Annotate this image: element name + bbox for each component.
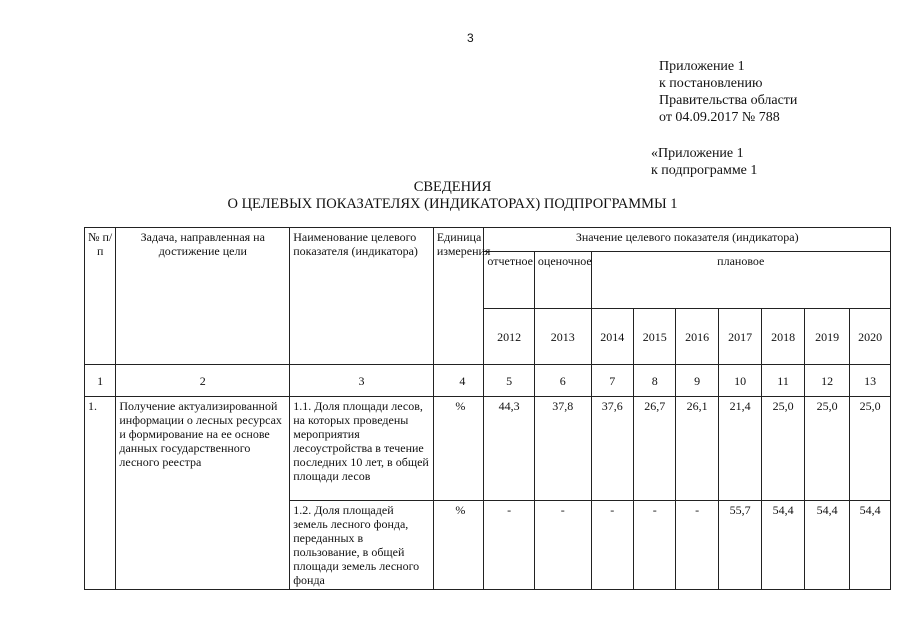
- value-cell: 54,4: [762, 501, 804, 590]
- col-number: 1: [85, 365, 116, 397]
- row-unit: %: [433, 501, 484, 590]
- document-title: [0, 179, 905, 213]
- header-task: Задача, направленная на достижение цели: [116, 228, 290, 365]
- row-unit: %: [433, 397, 484, 501]
- value-cell: 54,4: [850, 501, 891, 590]
- col-number: 3: [290, 365, 434, 397]
- year-cell: 2016: [676, 309, 718, 365]
- table-row-1: [85, 397, 891, 501]
- appendix-line-4: от 04.09.2017 № 788: [659, 110, 780, 125]
- row-indicator: 1.1. Доля площади лесов, на которых проведены мероприятия лесоустройства в течение последних 10 лет, в общей площади лесов: [290, 397, 434, 501]
- year-cell: 2015: [633, 309, 675, 365]
- value-cell: -: [676, 501, 718, 590]
- col-number: 11: [762, 365, 804, 397]
- year-cell: 2014: [591, 309, 633, 365]
- header-indicator: Наименование целевого показателя (индикатора): [290, 228, 434, 365]
- subprogram-appendix-block: [651, 145, 757, 179]
- appendix-block: [659, 58, 797, 126]
- year-cell: 2018: [762, 309, 804, 365]
- year-cell: 2013: [534, 309, 591, 365]
- col-number: 2: [116, 365, 290, 397]
- col-number: 4: [433, 365, 484, 397]
- col-number: 10: [718, 365, 761, 397]
- row-indicator: 1.2. Доля площадей земель лесного фонда, переданных в пользование, в общей площади земель лесного фонда: [290, 501, 434, 590]
- header-unit: Единица измерения: [433, 228, 484, 365]
- value-cell: -: [633, 501, 675, 590]
- title-line-1: СВЕДЕНИЯ: [413, 179, 492, 195]
- value-cell: 21,4: [718, 397, 761, 501]
- appendix-line-1: Приложение 1: [659, 59, 745, 74]
- value-cell: 25,0: [804, 397, 850, 501]
- appendix-line-2: к постановлению: [659, 76, 763, 91]
- page-number: 3: [467, 31, 474, 45]
- value-cell: 55,7: [718, 501, 761, 590]
- header-reported: отчетное: [484, 252, 535, 309]
- value-cell: 26,1: [676, 397, 718, 501]
- col-number: 6: [534, 365, 591, 397]
- value-cell: -: [591, 501, 633, 590]
- year-cell: 2017: [718, 309, 761, 365]
- indicators-table: [84, 227, 891, 590]
- subprogram-appendix-line-2: к подпрограмме 1: [651, 163, 758, 178]
- col-number: 12: [804, 365, 850, 397]
- year-cell: 2020: [850, 309, 891, 365]
- header-estimated: оценочное: [534, 252, 591, 309]
- value-cell: 25,0: [850, 397, 891, 501]
- value-cell: 44,3: [484, 397, 535, 501]
- value-cell: -: [534, 501, 591, 590]
- value-cell: 26,7: [633, 397, 675, 501]
- row-task: Получение актуализированной информации о лесных ресурсах и формирование на ее основе данных государственного лесного реестра: [116, 397, 290, 590]
- year-cell: 2019: [804, 309, 850, 365]
- value-cell: 25,0: [762, 397, 804, 501]
- col-number: 7: [591, 365, 633, 397]
- header-num: № п/п: [85, 228, 116, 365]
- header-row-1: [85, 228, 891, 252]
- subprogram-appendix-line-1: «Приложение 1: [651, 146, 744, 161]
- col-number: 13: [850, 365, 891, 397]
- col-number: 9: [676, 365, 718, 397]
- title-line-2: О ЦЕЛЕВЫХ ПОКАЗАТЕЛЯХ (ИНДИКАТОРАХ) ПОДПРОГРАММЫ 1: [227, 196, 678, 212]
- column-numbers-row: [85, 365, 891, 397]
- header-value-group: Значение целевого показателя (индикатора): [484, 228, 891, 252]
- value-cell: 37,8: [534, 397, 591, 501]
- col-number: 5: [484, 365, 535, 397]
- value-cell: 54,4: [804, 501, 850, 590]
- year-cell: 2012: [484, 309, 535, 365]
- appendix-line-3: Правительства области: [659, 93, 798, 108]
- col-number: 8: [633, 365, 675, 397]
- header-planned: плановое: [591, 252, 890, 309]
- value-cell: -: [484, 501, 535, 590]
- value-cell: 37,6: [591, 397, 633, 501]
- row-num: 1.: [85, 397, 116, 590]
